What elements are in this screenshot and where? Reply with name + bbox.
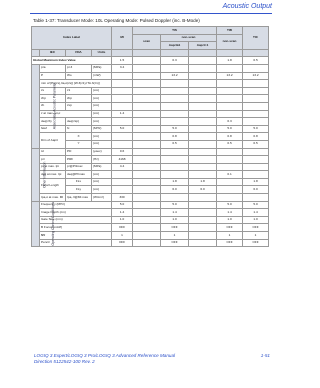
table-row: pr at max. Ipi pr@PIImax (MPa) 4.4 xyxy=(32,163,269,171)
table-row: B Focus(on/off) OFF OFF OFF OFF xyxy=(32,224,269,232)
table-row: IEC FDA Units xyxy=(32,49,269,57)
table-row: Other Information td PD (μsec) 0.6 xyxy=(32,148,269,156)
table-row: Gate Size (mm) 1.0 1.0 1.0 1.0 xyxy=(32,216,269,224)
header-title: Acoustic Output xyxy=(222,3,272,10)
table-row: Y (cm) 0.5 0.5 0.5 xyxy=(32,140,269,148)
footer-manual-title xyxy=(34,353,175,365)
page-number: 1-51 xyxy=(260,353,270,358)
table-row: FLy (cm) 6.0 6.0 6.0 xyxy=(32,186,269,194)
footer-line-1: LOGIQ 3 Expert/LOGIQ 3 Pro/LOGIQ 3 Advanced Reference Manual xyxy=(34,353,176,358)
table-row: Ipa,α at max. MI Ipa,.3@MI.max (W/cm²) 330 xyxy=(32,194,269,202)
mi-header: MI xyxy=(112,27,133,50)
operating-group-label: Operating Control Conditions xyxy=(32,201,40,247)
table-row: SV 1 1 1 1 xyxy=(32,232,269,240)
table-row: Associated Acoustic Parameter pra pr.3 (MPa) 3.4 xyxy=(32,64,269,72)
aaprt-gt-header: Aaprt>1 xyxy=(189,42,217,50)
index-label-header: Index Label xyxy=(32,27,112,50)
table-caption: Table 1-37: Transducer Mode: 10L Operating Mode: Pulsed Doppler (inc. B-Mode) xyxy=(33,18,200,23)
table-row: zs z1 (cm) xyxy=(32,87,269,95)
table-row: prr PRF (Hz) 4168 xyxy=(32,156,269,164)
non-scan-header: non-scan xyxy=(161,34,217,42)
associated-group-label: Associated Acoustic Parameter xyxy=(32,64,40,148)
tis-header: TIS xyxy=(133,27,217,35)
other-group-label: Other Information xyxy=(32,148,40,201)
table-row: min of [Pα(zs),Ita,α(zs)] [W.3(z1),ITA.3(z1)] xyxy=(32,80,269,88)
tib-header: TIB xyxy=(217,27,243,35)
table-row: z at max. Ipi,α (cm) 1.4 xyxy=(32,110,269,118)
table-row: Pencil OFF OFF OFF OFF xyxy=(32,239,269,247)
table-row: Operating Control Conditions Frequency (MHz) 5.0 5.0 5.0 5.0 xyxy=(32,201,269,209)
table-row: Image Depth (cm) 1.4 1.4 1.4 1.4 xyxy=(32,209,269,217)
table-row: P Wo (mW) 13.2 13.2 13.2 xyxy=(32,72,269,80)
table-row: Focal Length FLx (cm) 1.8 1.8 1.8 xyxy=(32,178,269,186)
table-row: deq at max. Ipi deq@PIImax (cm) 0.1 xyxy=(32,171,269,179)
scan-header: scan xyxy=(133,34,161,49)
footer-line-2: Direction 5122542-100 Rev. 2 xyxy=(34,359,95,364)
tic-header: TIC xyxy=(243,27,269,50)
table-row: Global Maximum Index Value 1.5 0.3 1.8 0.5 xyxy=(32,57,269,65)
table-row: deq(zb) deq(zsp) (cm) 0.3 xyxy=(32,118,269,126)
aaprt-le-header: Aaprt≤1 xyxy=(161,42,189,50)
table-row: Dim of Aaprt X (cm) 0.8 0.8 0.8 xyxy=(32,133,269,141)
table-row: zb zsp (cm) xyxy=(32,102,269,110)
table-row: fawf fc (MHz) 5.0 5.0 5.0 5.0 xyxy=(32,125,269,133)
acoustic-output-table xyxy=(31,26,269,247)
table-row: zbp zbp (cm) xyxy=(32,95,269,103)
header-rule xyxy=(30,13,272,14)
tib-non-scan-header: non-scan xyxy=(217,34,243,49)
